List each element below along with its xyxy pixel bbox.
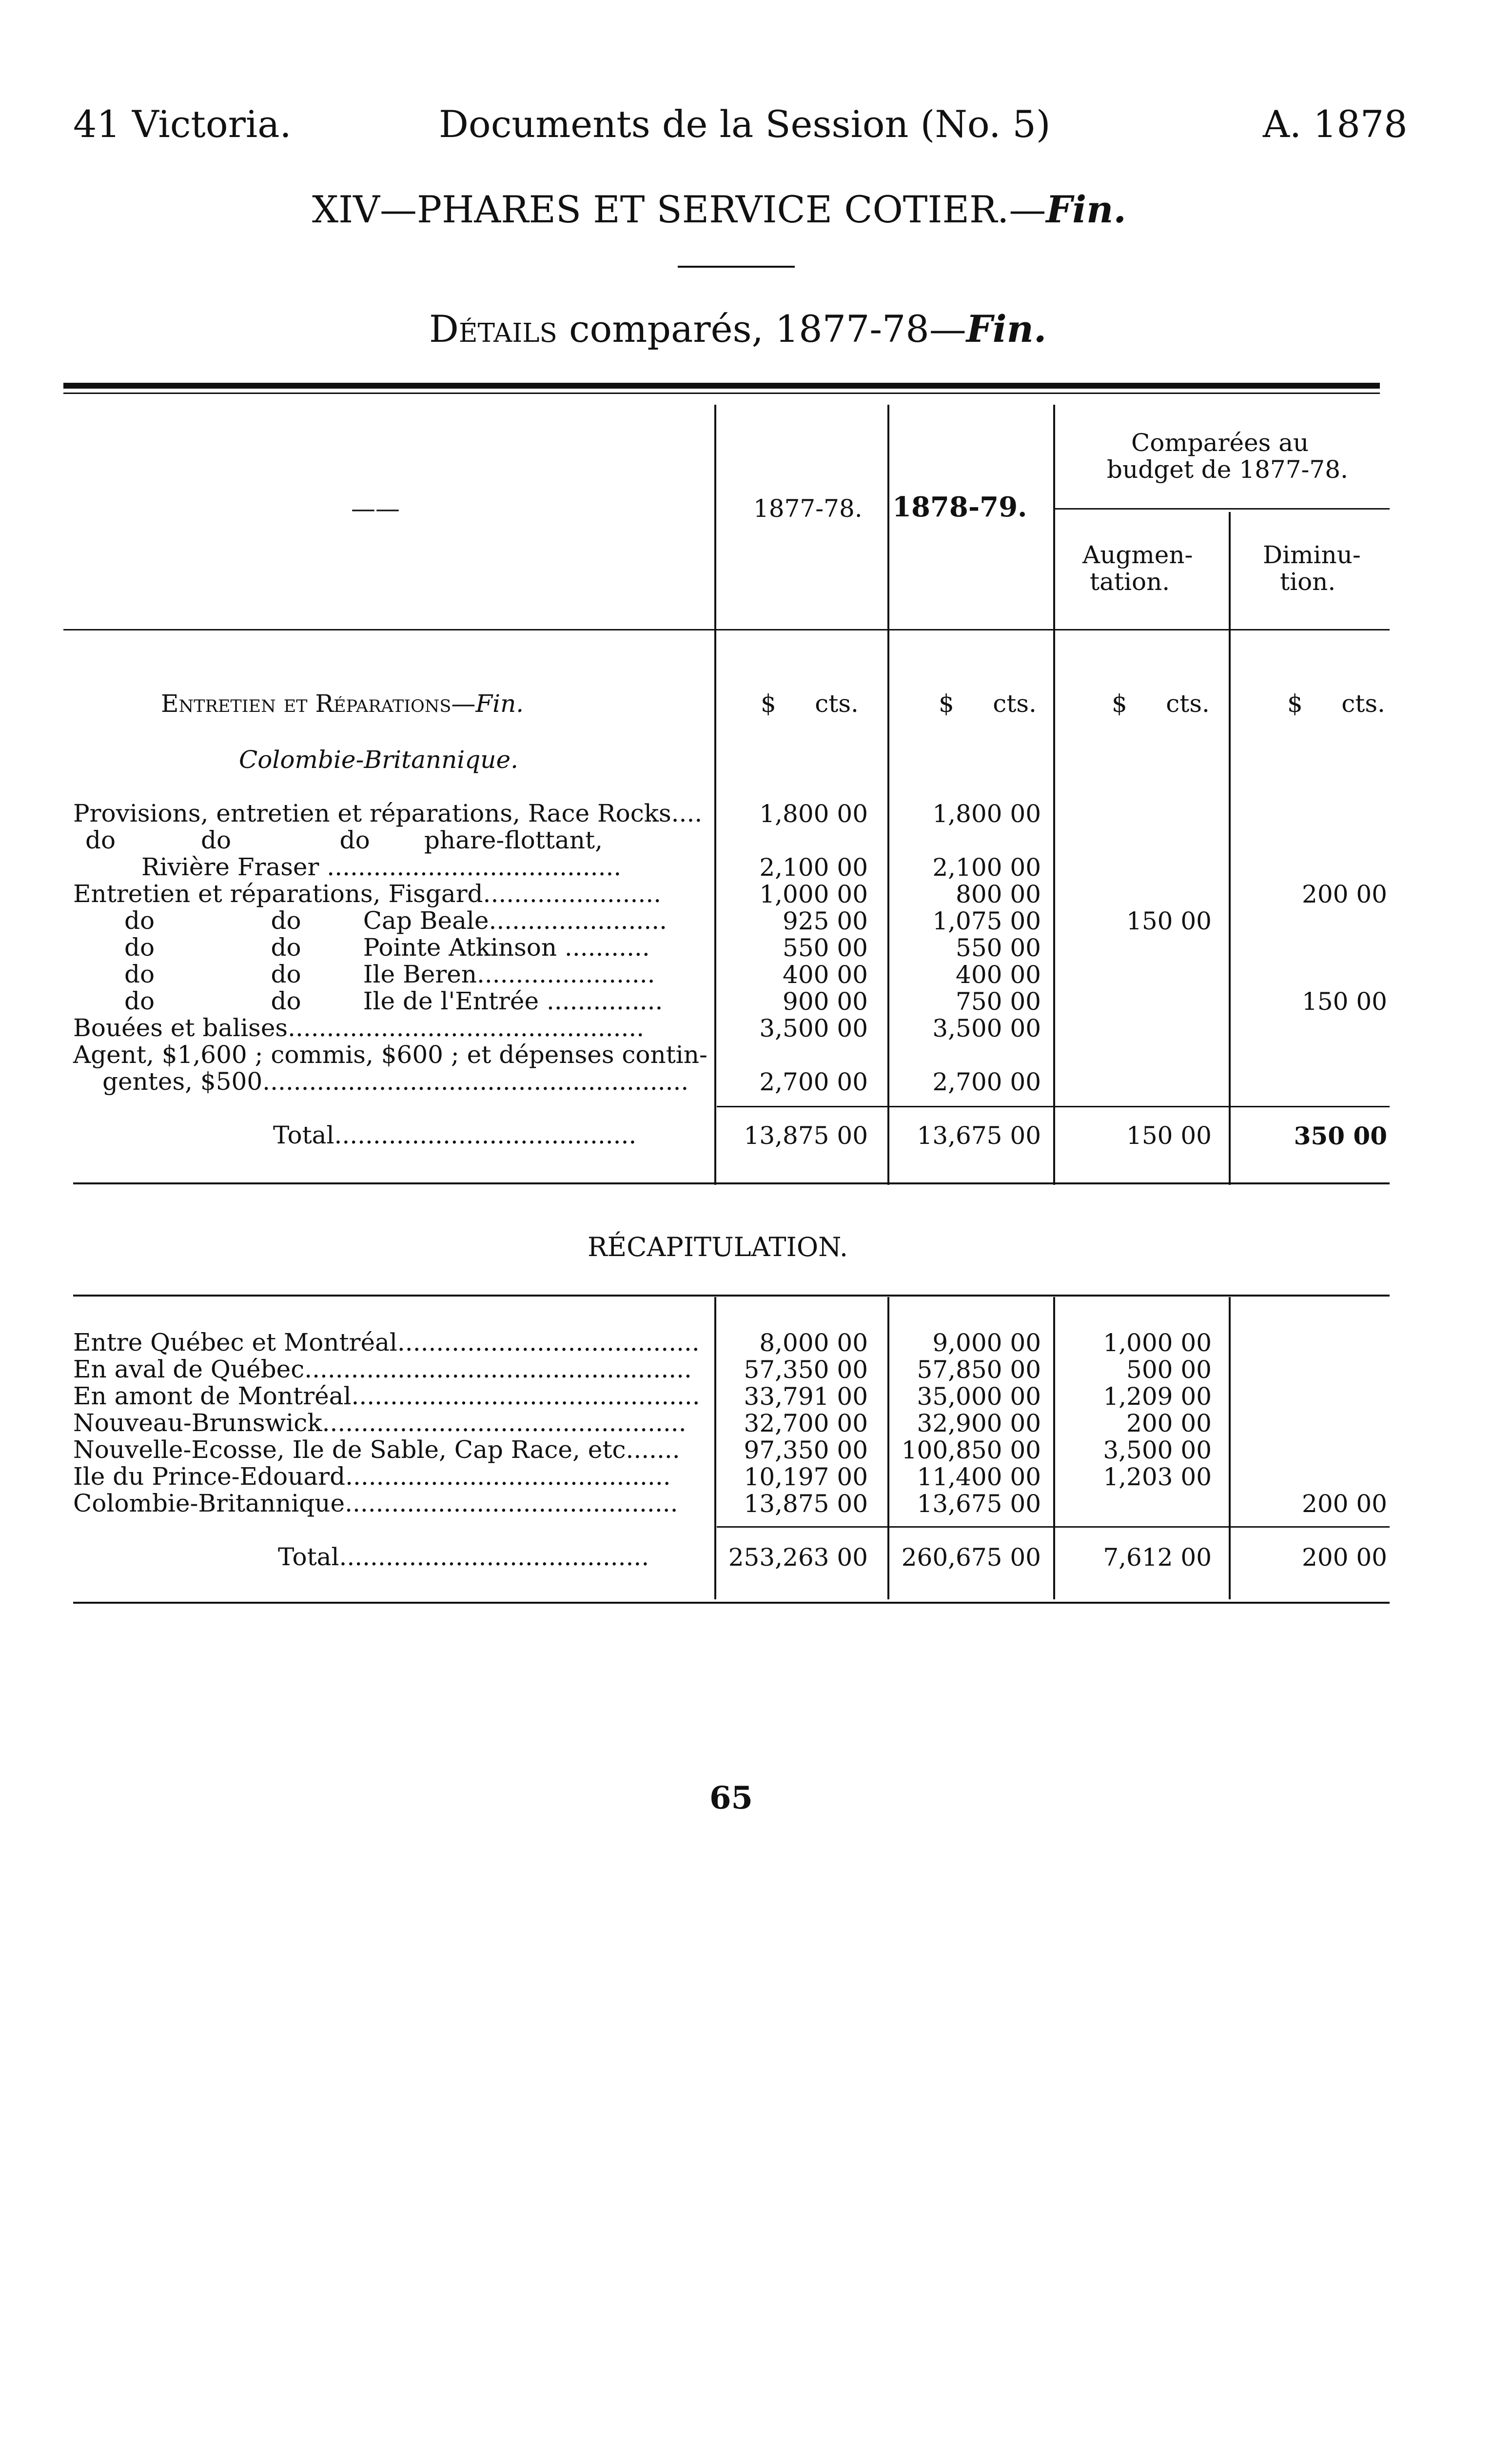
recap-end-rule xyxy=(73,1602,1390,1604)
head-compare-rule xyxy=(1053,508,1390,510)
title-rule xyxy=(678,266,795,268)
row-label: do do Pointe Atkinson ........... xyxy=(124,933,650,962)
row-1878: 2,100 00 xyxy=(932,853,1041,882)
recap-total-1877: 253,263 00 xyxy=(728,1543,868,1572)
head-col-1877: 1877-78. xyxy=(753,494,863,523)
head-dash: —— xyxy=(351,494,400,523)
running-header-center: Documents de la Session (No. 5) xyxy=(439,102,1051,146)
row-1878: 1,075 00 xyxy=(932,907,1041,935)
row-dim: 150 00 xyxy=(1302,987,1387,1016)
recap-1877: 57,350 00 xyxy=(744,1356,868,1384)
section-heading-fin: Fin. xyxy=(475,689,524,718)
head-bottom-rule xyxy=(63,629,1390,630)
head-col-1878: 1878-79. xyxy=(892,491,1027,523)
row-label: Entretien et réparations, Fisgard....................... xyxy=(73,880,662,908)
recap-1878: 13,675 00 xyxy=(917,1490,1041,1518)
page-title xyxy=(312,188,1126,231)
units-col-2: $ cts. xyxy=(939,689,1037,718)
total-dim: 350 00 xyxy=(1294,1121,1387,1150)
row-1878: 2,700 00 xyxy=(932,1068,1041,1096)
row-1877: 1,000 00 xyxy=(759,880,868,908)
row-1877: 2,700 00 xyxy=(759,1068,868,1096)
row-aug: 150 00 xyxy=(1126,907,1212,935)
recap-1877: 32,700 00 xyxy=(744,1409,868,1437)
recap-aug: 1,000 00 xyxy=(1103,1329,1212,1357)
subtitle-prefix: Détails xyxy=(429,307,557,351)
section-end-rule xyxy=(73,1182,1390,1184)
row-label: do do Ile Beren....................... xyxy=(124,960,655,988)
recap-vrule-4 xyxy=(1229,1297,1231,1599)
head-dimin-1: Diminu- xyxy=(1263,541,1361,569)
table-top-rule-thin xyxy=(63,393,1380,394)
row-1878: 750 00 xyxy=(956,987,1041,1016)
recap-total-aug: 7,612 00 xyxy=(1103,1543,1212,1572)
title-fin: Fin. xyxy=(1046,188,1126,231)
vrule-4 xyxy=(1229,512,1231,1185)
row-label: Rivière Fraser ...................................... xyxy=(141,853,622,881)
recap-1877: 10,197 00 xyxy=(744,1463,868,1491)
table-top-rule xyxy=(63,383,1380,389)
recap-aug: 3,500 00 xyxy=(1103,1436,1212,1464)
row-label: Bouées et balises.............................................. xyxy=(73,1014,645,1042)
recap-label: Colombie-Britannique........................................... xyxy=(73,1489,678,1517)
vrule-3 xyxy=(1053,405,1055,1185)
recap-total-dim: 200 00 xyxy=(1302,1543,1387,1572)
row-1877: 2,100 00 xyxy=(759,853,868,882)
head-dimin-2: tion. xyxy=(1280,568,1336,596)
recap-aug: 1,209 00 xyxy=(1103,1382,1212,1411)
recap-total-label: Total........................................ xyxy=(278,1543,649,1571)
row-label: do do Ile de l'Entrée ............... xyxy=(124,987,663,1015)
total-label: Total....................................... xyxy=(273,1121,637,1149)
head-augm-2: tation. xyxy=(1090,568,1170,596)
section-heading-text: Entretien et Réparations— xyxy=(161,689,476,718)
province-heading: Colombie-Britannique. xyxy=(239,746,518,774)
section-heading xyxy=(161,690,524,717)
running-header-left: 41 Victoria. xyxy=(73,102,292,146)
recap-total-rule xyxy=(717,1526,1390,1528)
row-label: Agent, $1,600 ; commis, $600 ; et dépenses contin- xyxy=(73,1041,707,1069)
recap-1878: 11,400 00 xyxy=(917,1463,1041,1491)
vrule-2 xyxy=(887,405,889,1185)
page-number: 65 xyxy=(709,1780,753,1816)
row-1877: 550 00 xyxy=(783,934,868,962)
recap-top-rule xyxy=(73,1295,1390,1297)
recap-label: Entre Québec et Montréal....................................... xyxy=(73,1328,700,1357)
head-augm-1: Augmen- xyxy=(1082,541,1193,569)
head-compare-1: Comparées au xyxy=(1131,429,1309,457)
units-col-3: $ cts. xyxy=(1112,689,1210,718)
subtitle-main: comparés, 1877-78— xyxy=(557,307,966,351)
units-col-1: $ cts. xyxy=(761,689,859,718)
row-1877: 900 00 xyxy=(783,987,868,1016)
row-1878: 800 00 xyxy=(956,880,1041,908)
recap-dim: 200 00 xyxy=(1302,1490,1387,1518)
total-1878: 13,675 00 xyxy=(917,1121,1041,1150)
recap-1878: 9,000 00 xyxy=(932,1329,1041,1357)
recap-label: Nouveau-Brunswick............................................... xyxy=(73,1409,687,1437)
subtitle xyxy=(429,307,1046,351)
row-label: gentes, $500....................................................... xyxy=(102,1067,689,1096)
recap-total-1878: 260,675 00 xyxy=(901,1543,1041,1572)
total-1877: 13,875 00 xyxy=(744,1121,868,1150)
recap-aug: 500 00 xyxy=(1126,1356,1212,1384)
recap-label: En amont de Montréal............................................. xyxy=(73,1382,700,1410)
recap-label: Ile du Prince-Edouard.......................................... xyxy=(73,1462,671,1491)
row-label: do do Cap Beale....................... xyxy=(124,906,668,935)
total-aug: 150 00 xyxy=(1126,1121,1212,1150)
recap-heading: RÉCAPITULATION. xyxy=(588,1232,848,1262)
recap-1878: 57,850 00 xyxy=(917,1356,1041,1384)
row-1878: 400 00 xyxy=(956,961,1041,989)
row-label: do do do phare-flottant, xyxy=(85,826,603,854)
row-1878: 3,500 00 xyxy=(932,1014,1041,1042)
recap-aug: 1,203 00 xyxy=(1103,1463,1212,1491)
recap-1877: 13,875 00 xyxy=(744,1490,868,1518)
running-header-right: A. 1878 xyxy=(1263,102,1408,146)
recap-1877: 8,000 00 xyxy=(759,1329,868,1357)
recap-1878: 100,850 00 xyxy=(901,1436,1041,1464)
row-dim: 200 00 xyxy=(1302,880,1387,908)
total-rule-top xyxy=(717,1106,1390,1107)
row-1877: 3,500 00 xyxy=(759,1014,868,1042)
recap-vrule-1 xyxy=(714,1297,716,1599)
row-1878: 550 00 xyxy=(956,934,1041,962)
row-label: Provisions, entretien et réparations, Race Rocks.... xyxy=(73,799,703,827)
recap-1877: 97,350 00 xyxy=(744,1436,868,1464)
recap-1878: 32,900 00 xyxy=(917,1409,1041,1437)
row-1877: 1,800 00 xyxy=(759,800,868,828)
recap-label: En aval de Québec.................................................. xyxy=(73,1355,692,1383)
units-col-4: $ cts. xyxy=(1287,689,1385,718)
recap-1878: 35,000 00 xyxy=(917,1382,1041,1411)
title-text: XIV—PHARES ET SERVICE COTIER.— xyxy=(312,188,1046,231)
recap-vrule-2 xyxy=(887,1297,889,1599)
recap-vrule-3 xyxy=(1053,1297,1055,1599)
recap-1877: 33,791 00 xyxy=(744,1382,868,1411)
recap-aug: 200 00 xyxy=(1126,1409,1212,1437)
recap-label: Nouvelle-Ecosse, Ile de Sable, Cap Race, etc....... xyxy=(73,1435,680,1464)
row-1877: 400 00 xyxy=(783,961,868,989)
row-1878: 1,800 00 xyxy=(932,800,1041,828)
subtitle-fin: Fin. xyxy=(966,307,1047,351)
vrule-1 xyxy=(714,405,716,1185)
row-1877: 925 00 xyxy=(783,907,868,935)
head-compare-2: budget de 1877-78. xyxy=(1107,455,1348,484)
